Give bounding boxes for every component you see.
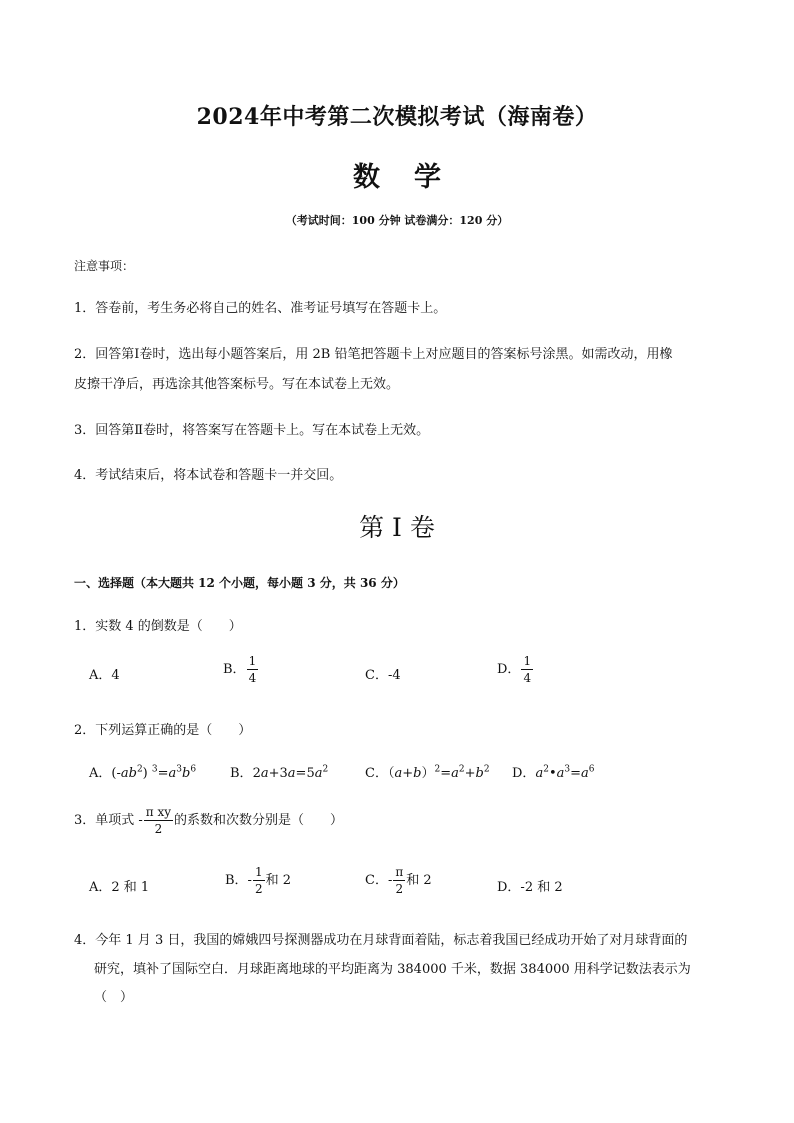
q1-option-d bbox=[497, 655, 534, 684]
fraction-numerator: 1 bbox=[254, 865, 263, 879]
exam-title: 2024年中考第二次模拟考试（海南卷） bbox=[196, 104, 598, 130]
fraction-numerator: π bbox=[395, 865, 404, 879]
q2-option-c-expression: $(a+b)^2=a^2+b^2$ bbox=[387, 764, 490, 781]
subject-title bbox=[0, 155, 794, 194]
section-title: 第 I 卷 bbox=[359, 513, 435, 542]
q3-option-c-label: C．- bbox=[365, 873, 393, 888]
subject-char-2: 学 bbox=[414, 162, 441, 193]
q2-option-d bbox=[512, 762, 595, 781]
q3-stem-suffix: 的系数和次数分别是（ ） bbox=[174, 813, 344, 828]
q2-option-c-label: C． bbox=[365, 766, 388, 781]
q2-option-d-label: D． bbox=[512, 766, 536, 781]
notice-heading: 注意事项： bbox=[74, 259, 135, 273]
q1-option-b-fraction bbox=[247, 655, 259, 684]
q1-option-b-label: B． bbox=[223, 662, 246, 677]
q3-option-c-suffix: 和 2 bbox=[406, 873, 432, 888]
q3-option-c-fraction bbox=[393, 866, 405, 895]
q2-option-b-expression: $2a+3a=5a^2$ bbox=[252, 764, 329, 781]
notice-item-1: 1．答卷前，考生务必将自己的姓名、准考证号填写在答题卡上。 bbox=[74, 301, 447, 316]
q2-option-c bbox=[365, 762, 490, 781]
notice-item-2-cont: 皮擦干净后，再选涂其他答案标号。写在本试卷上无效。 bbox=[74, 377, 400, 392]
q3-monomial-fraction bbox=[144, 806, 173, 835]
q2-option-a-expression: $(-ab^2)$ $^3=a^3b^6$ bbox=[111, 764, 197, 781]
exam-info: （考试时间：100 分钟 试卷满分：120 分） bbox=[285, 214, 509, 227]
question-2-stem: 2．下列运算正确的是（ ） bbox=[74, 723, 252, 738]
fraction-denominator: 2 bbox=[154, 822, 163, 836]
q3-option-d: D．-2 和 2 bbox=[497, 880, 563, 895]
q3-option-b-fraction bbox=[253, 866, 265, 895]
subject-char-1: 数 bbox=[353, 162, 380, 193]
q3-option-b bbox=[225, 866, 291, 895]
fraction-denominator: 2 bbox=[395, 882, 404, 896]
q1-option-d-label: D． bbox=[497, 662, 521, 677]
notice-item-2: 2．回答第Ⅰ卷时，选出每小题答案后，用 2B 铅笔把答题卡上对应题目的答案标号涂黑。如需改动，用橡 bbox=[74, 347, 673, 362]
fraction-denominator: 4 bbox=[248, 671, 257, 685]
fraction-numerator: π xy bbox=[145, 805, 172, 819]
notice-item-3: 3．回答第Ⅱ卷时，将答案写在答题卡上。写在本试卷上无效。 bbox=[74, 423, 430, 438]
q2-option-a bbox=[89, 762, 196, 781]
q2-option-b-label: B． bbox=[230, 766, 253, 781]
question-4-line-2: 研究，填补了国际空白．月球距离地球的平均距离为 384000 千米，数据 384000 用科学记数法表示为 bbox=[94, 962, 691, 977]
q3-option-b-label: B．- bbox=[225, 873, 252, 888]
q3-stem-prefix: 3．单项式 - bbox=[74, 813, 143, 828]
q1-option-c: C．-4 bbox=[365, 668, 401, 683]
q3-option-b-suffix: 和 2 bbox=[265, 873, 291, 888]
q2-option-d-expression: $a^2•a^3=a^6$ bbox=[535, 764, 595, 781]
notice-item-4: 4．考试结束后，将本试卷和答题卡一并交回。 bbox=[74, 468, 343, 483]
q1-option-d-fraction bbox=[521, 655, 533, 684]
q3-option-c bbox=[365, 866, 432, 895]
q1-option-a: A．4 bbox=[89, 668, 120, 683]
q1-option-b bbox=[223, 655, 259, 684]
fraction-numerator: 1 bbox=[523, 654, 532, 668]
fraction-denominator: 2 bbox=[254, 882, 263, 896]
q2-option-b bbox=[230, 762, 328, 781]
question-3-stem bbox=[74, 806, 343, 835]
part-heading: 一、选择题（本大题共 12 个小题，每小题 3 分，共 36 分） bbox=[74, 576, 405, 590]
question-1-stem: 1．实数 4 的倒数是（ ） bbox=[74, 619, 242, 634]
question-4-line-1: 4．今年 1 月 3 日，我国的嫦娥四号探测器成功在月球背面着陆，标志着我国已经成功开始了对月球背面的 bbox=[74, 933, 688, 948]
fraction-numerator: 1 bbox=[248, 654, 257, 668]
fraction-denominator: 4 bbox=[523, 671, 532, 685]
q2-option-a-label: A． bbox=[89, 766, 112, 781]
question-4-line-3: （ ） bbox=[94, 990, 134, 1005]
q3-option-a: A．2 和 1 bbox=[89, 880, 150, 895]
